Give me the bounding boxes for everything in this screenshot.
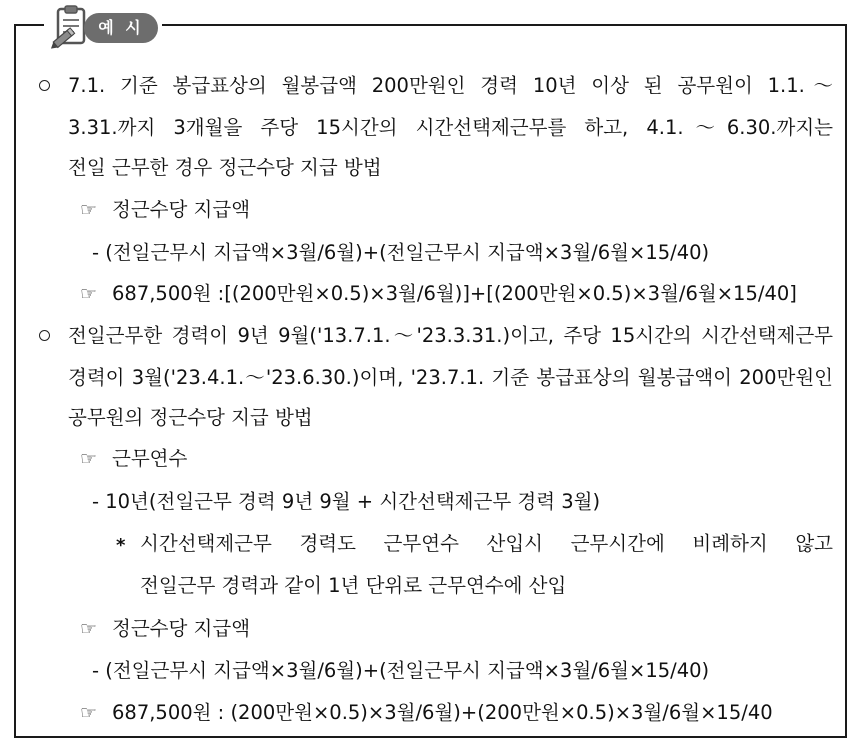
item2-note-line-2: 전일근무 경력과 같이 1년 단위로 근무연수에 산입 [140,574,567,597]
item2-line-1: 전일근무한 경력이 9년 9월('13.7.1.～'23.3.31.)이고, 주당 15시간의 시간선택제근무 [68,324,833,347]
example-tag-label: 예 시 [84,13,158,43]
item2-dash-line-1: - 10년(전일근무 경력 9년 9월 + 시간선택제근무 경력 3월) [92,490,601,513]
item1-line-2: 3.31.까지 3개월을 주당 15시간의 시간선택제근무를 하고, 4.1.～6.30.까지는 [68,116,833,139]
item2-result-line: 687,500원 : (200만원×0.5)×3월/6월)+(200만원×0.5)×3월/6월×15/40 [112,701,773,724]
circle-bullet-icon [39,330,50,341]
item1-sub-heading: 정근수당 지급액 [112,198,251,221]
pointing-hand-icon: ☞ [80,618,98,640]
item2-dash-line-2: - (전일근무시 지급액×3월/6월)+(전일근무시 지급액×3월/6월×15/40) [92,659,710,682]
item1-dash-line: - (전일근무시 지급액×3월/6월)+(전일근무시 지급액×3월/6월×15/40) [92,241,710,264]
item2-sub-heading-2: 정근수당 지급액 [112,617,251,640]
item2-line-2: 경력이 3월('23.4.1.～'23.6.30.)이며, '23.7.1. 기준 봉급표상의 월봉급액이 200만원인 [68,366,833,389]
pointing-hand-icon: ☞ [80,199,98,221]
note-mark: * [116,535,126,556]
pointing-hand-icon: ☞ [80,702,98,724]
item1-line-1: 7.1. 기준 봉급표상의 월봉급액 200만원인 경력 10년 이상 된 공무원이 1.1.～ [68,74,833,97]
item1-result-line: 687,500원 :[(200만원×0.5)×3월/6월)]+[(200만원×0.5)×3월/6월×15/40] [112,282,797,305]
circle-bullet-icon [39,80,50,91]
item2-line-3: 공무원의 정근수당 지급 방법 [68,406,313,429]
item2-note-line-1: 시간선택제근무 경력도 근무연수 산입시 근무시간에 비례하지 않고 [140,532,833,555]
item2-sub-heading-1: 근무연수 [112,447,188,470]
pointing-hand-icon: ☞ [80,283,98,305]
pointing-hand-icon: ☞ [80,448,98,470]
item1-line-3: 전일 근무한 경우 정근수당 지급 방법 [68,156,382,179]
